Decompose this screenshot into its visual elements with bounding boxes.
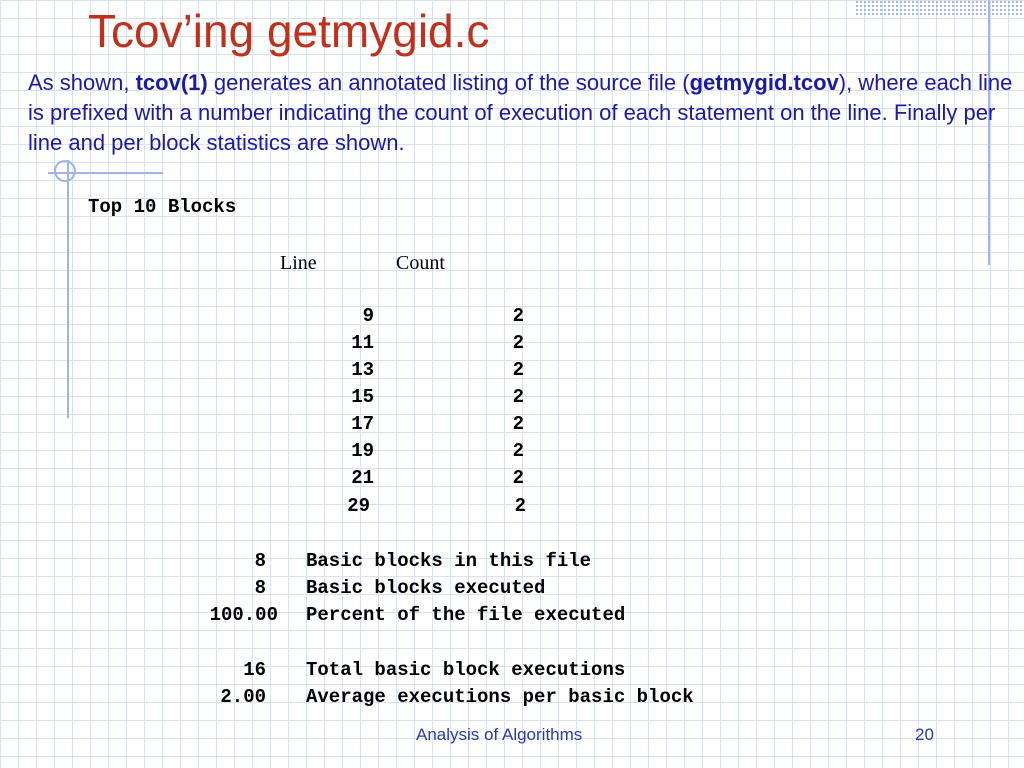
stat-value: 16 bbox=[243, 659, 266, 681]
intro-bold-filename: getmygid.tcov bbox=[689, 70, 839, 95]
row-line-value: 13 bbox=[351, 359, 374, 381]
slide-number: 20 bbox=[915, 725, 934, 744]
row-count-value: 2 bbox=[514, 495, 526, 517]
footer-course-title: Analysis of Algorithms bbox=[416, 725, 583, 744]
row-count-value: 2 bbox=[512, 386, 524, 408]
intro-text-1: As shown, bbox=[28, 70, 136, 95]
intro-bold-tcov: tcov(1) bbox=[135, 70, 208, 95]
stat-label: Percent of the file executed bbox=[306, 604, 626, 626]
stat-value: 100.00 bbox=[209, 604, 278, 626]
row-line-value: 19 bbox=[351, 440, 374, 462]
column-header-line: Line bbox=[280, 252, 317, 274]
row-count-value: 2 bbox=[512, 305, 524, 327]
row-count-value: 2 bbox=[512, 413, 524, 435]
listing-heading: Top 10 Blocks bbox=[88, 196, 237, 218]
stat-label: Basic blocks executed bbox=[306, 577, 546, 599]
row-count-value: 2 bbox=[512, 359, 524, 381]
row-line-value: 21 bbox=[351, 467, 374, 489]
row-count-value: 2 bbox=[512, 467, 524, 489]
circle-decoration bbox=[54, 160, 76, 182]
stat-value: 2.00 bbox=[220, 686, 266, 708]
row-line-value: 17 bbox=[351, 413, 374, 435]
corner-dot-pattern bbox=[855, 0, 1024, 16]
stat-label: Total basic block executions bbox=[306, 659, 626, 681]
row-line-value: 29 bbox=[347, 495, 370, 517]
left-decorative-line bbox=[67, 160, 69, 418]
slide-title: Tcov’ing getmygid.c bbox=[88, 5, 490, 57]
stat-value: 8 bbox=[254, 577, 266, 599]
row-count-value: 2 bbox=[512, 440, 524, 462]
row-line-value: 11 bbox=[351, 332, 374, 354]
column-header-count: Count bbox=[396, 252, 445, 274]
row-line-value: 15 bbox=[351, 386, 374, 408]
stat-label: Average executions per basic block bbox=[306, 686, 694, 708]
intro-text-2: generates an annotated listing of the source file ( bbox=[207, 70, 690, 95]
row-line-value: 9 bbox=[362, 305, 374, 327]
stat-label: Basic blocks in this file bbox=[306, 550, 592, 572]
intro-text-3: ), where each line is prefixed with a number indicating the count of execution of each statement on the line. Finally per line and per block statistics are shown. bbox=[28, 70, 1013, 155]
intro-paragraph bbox=[28, 68, 1018, 158]
stat-value: 8 bbox=[254, 550, 266, 572]
row-count-value: 2 bbox=[512, 332, 524, 354]
